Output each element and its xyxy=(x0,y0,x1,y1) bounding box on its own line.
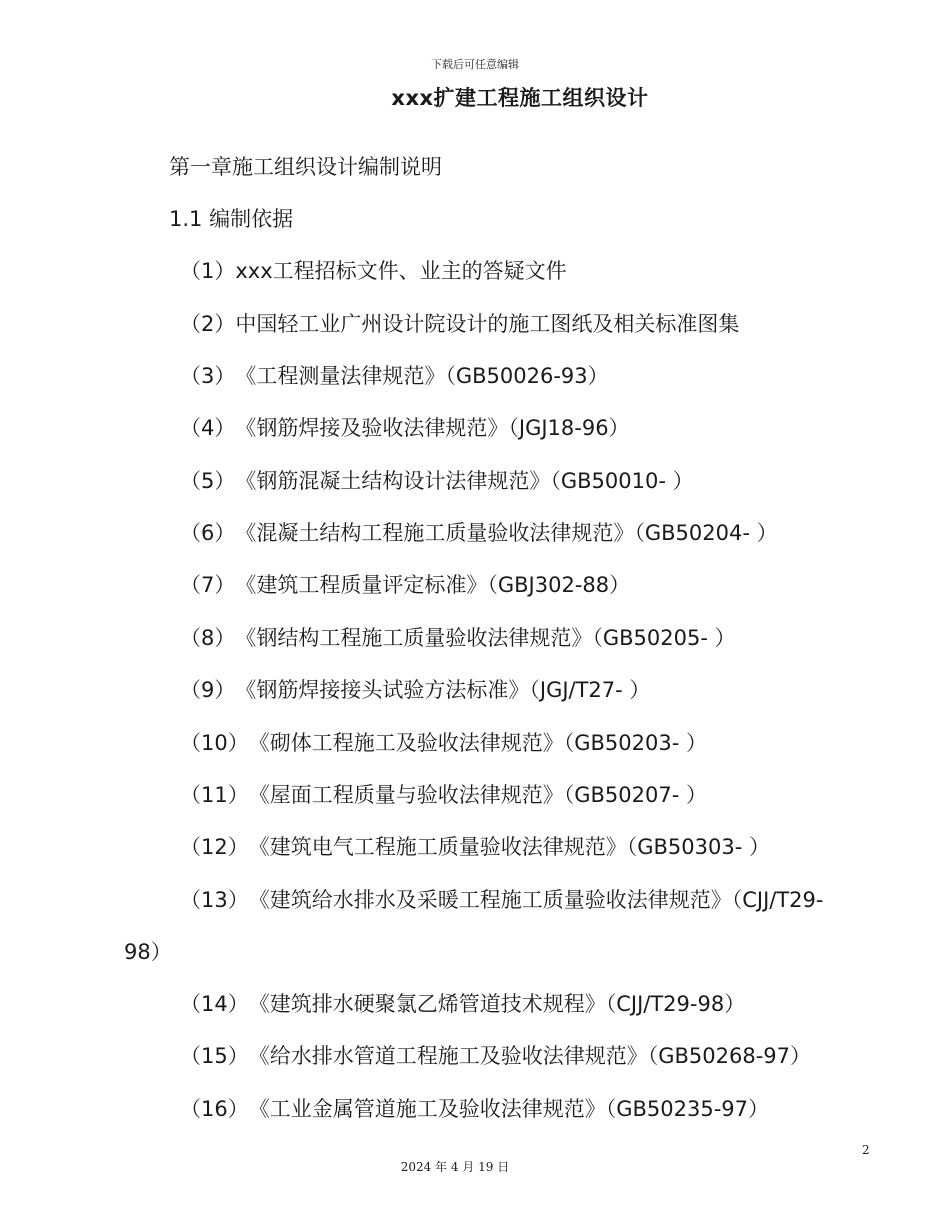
list-item xyxy=(180,676,650,704)
chapter-heading: 第一章施工组织设计编制说明 xyxy=(169,155,442,179)
item-text-continuation: 98） xyxy=(124,940,172,964)
item-number: （5） xyxy=(180,469,236,493)
list-item xyxy=(180,1042,811,1070)
document-title: xxx扩建工程施工组织设计 xyxy=(391,86,649,110)
list-item xyxy=(180,571,630,599)
footer-date: 2024 年 4 月 19 日 xyxy=(400,1160,510,1174)
list-item xyxy=(180,990,745,1018)
item-number: （3） xyxy=(180,364,236,388)
item-number: （14） xyxy=(180,992,249,1016)
item-text: 《建筑电气工程施工质量验收法律规范》（GB50303- ） xyxy=(248,835,770,859)
list-item xyxy=(180,729,707,757)
list-item xyxy=(180,257,567,285)
item-text: 《砌体工程施工及验收法律规范》（GB50203- ） xyxy=(248,731,707,755)
item-number: （11） xyxy=(180,783,249,807)
item-text: 《工业金属管道施工及验收法律规范》（GB50235-97） xyxy=(248,1097,770,1121)
list-item xyxy=(180,886,823,914)
list-item xyxy=(180,781,707,809)
item-text: 《建筑工程质量评定标准》（GBJ302-88） xyxy=(235,573,631,597)
item-number: （9） xyxy=(180,678,236,702)
list-item xyxy=(180,310,739,338)
item-text: 《工程测量法律规范》（GB50026-93） xyxy=(235,364,609,388)
item-text: 《给水排水管道工程施工及验收法律规范》（GB50268-97） xyxy=(248,1044,812,1068)
item-number: （13） xyxy=(180,888,249,912)
page-number: 2 xyxy=(862,1143,870,1157)
item-number: （16） xyxy=(180,1097,249,1121)
item-text: 《建筑给水排水及采暖工程施工质量验收法律规范》（CJJ/T29- xyxy=(248,888,824,912)
list-item xyxy=(180,833,770,861)
header-note: 下载后可任意编辑 xyxy=(431,58,519,71)
item-number: （10） xyxy=(180,731,249,755)
list-item xyxy=(180,624,736,652)
item-text: 《钢结构工程施工质量验收法律规范》（GB50205- ） xyxy=(235,626,736,650)
list-item xyxy=(180,362,609,390)
list-item xyxy=(180,467,694,495)
item-text: 《屋面工程质量与验收法律规范》（GB50207- ） xyxy=(248,783,707,807)
item-text: 《钢筋混凝土结构设计法律规范》（GB50010- ） xyxy=(235,469,694,493)
list-item xyxy=(180,414,630,442)
item-text: 中国轻工业广州设计院设计的施工图纸及相关标准图集 xyxy=(235,312,740,336)
item-number: （2） xyxy=(180,312,236,336)
item-number: （4） xyxy=(180,416,236,440)
item-text: 《钢筋焊接接头试验方法标准》（JGJ/T27- ） xyxy=(235,678,651,702)
item-number: （1） xyxy=(180,259,236,283)
item-text: 《钢筋焊接及验收法律规范》（JGJ18-96） xyxy=(235,416,630,440)
item-number: （7） xyxy=(180,573,236,597)
item-text: xxx工程招标文件、业主的答疑文件 xyxy=(235,259,567,283)
list-item xyxy=(180,519,778,547)
section-heading: 1.1 编制依据 xyxy=(169,207,294,231)
item-number: （6） xyxy=(180,521,236,545)
item-number: （12） xyxy=(180,835,249,859)
item-number: （15） xyxy=(180,1044,249,1068)
item-text: 《混凝土结构工程施工质量验收法律规范》（GB50204- ） xyxy=(235,521,778,545)
item-text: 《建筑排水硬聚氯乙烯管道技术规程》（CJJ/T29-98） xyxy=(248,992,746,1016)
list-item xyxy=(180,1095,769,1123)
item-number: （8） xyxy=(180,626,236,650)
